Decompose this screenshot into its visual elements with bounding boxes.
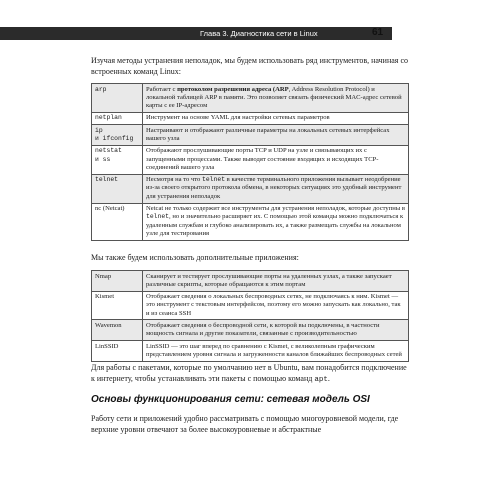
table-row bbox=[92, 203, 409, 240]
app-name-cell: Nmap bbox=[92, 271, 143, 292]
install-note-paragraph: Для работы с пакетами, которые по умолчанию нет в Ubuntu, вам понадобится подключение к интернету, чтобы устанавливать эти пакеты с помощью команд apt. bbox=[91, 363, 407, 384]
command-cell: ip и ifconfig bbox=[92, 125, 143, 146]
section-heading: Основы функционирования сети: сетевая модель OSI bbox=[91, 394, 370, 405]
description-cell: Работает с протоколом разрешения адреса (ARP, Address Resolution Protocol) и локальной таблицей ARP в памяти. Это позволяет связать физический MAC-адрес сетевой карты с ее IP-адресом bbox=[143, 84, 409, 113]
table-row bbox=[92, 174, 409, 203]
body-paragraph: Работу сети и приложений удобно рассматривать с помощью многоуровневой модели, где верхние уровни отвечают за более высокоуровневые и абстрактные bbox=[91, 414, 399, 434]
description-cell: LinSSID — это шаг вперед по сравнению с Kismet, с великолепным графическим представлением уровня сигнала и загруженности каналов ближайших беспроводных сетей bbox=[143, 341, 409, 362]
running-header-bar bbox=[0, 27, 392, 40]
description-cell: Netcat не только содержит все инструменты для устранения неполадок, которые доступны в telnet, но и значительно расширяет их. С помощью этой команды можно подключаться к удаленным службам и глубоко анализировать их, а также размещать службы на локальном узле для тестирования bbox=[143, 203, 409, 240]
table-row bbox=[92, 125, 409, 146]
description-cell: Отображает сведения о локальных беспроводных сетях, не подключаясь к ним. Kismet — это инструмент с текстовым интерфейсом, поэтому его можно запускать как локально, так и из сеанса SSH bbox=[143, 291, 409, 320]
command-cell: arp bbox=[92, 84, 143, 113]
command-cell: nc (Netcat) bbox=[92, 203, 143, 240]
table-row bbox=[92, 145, 409, 174]
command-cell: netstat и ss bbox=[92, 145, 143, 174]
description-cell: Настраивают и отображают различные параметры на локальных сетевых интерфейсах вашего узла bbox=[143, 125, 409, 146]
additional-apps-table bbox=[91, 270, 409, 362]
table-row bbox=[92, 341, 409, 362]
table-row bbox=[92, 291, 409, 320]
table-row bbox=[92, 112, 409, 124]
app-name-cell: LinSSID bbox=[92, 341, 143, 362]
app-name-cell: Kismet bbox=[92, 291, 143, 320]
description-cell: Несмотря на то что telnet в качестве терминального приложения вызывает неодобрение из-за своего открытого протокола обмена, в некоторых ситуациях это удобный инструмент для устранения неполадок bbox=[143, 174, 409, 203]
description-cell: Сканирует и тестирует прослушивающие порты на удаленных узлах, а также запускает различные скрипты, которые обращаются к этим портам bbox=[143, 271, 409, 292]
description-cell: Отображает сведения о беспроводной сети, к которой вы подключены, в частности мощность сигнала и другие показатели, связанные с производительностью bbox=[143, 320, 409, 341]
chapter-title: Глава 3. Диагностика сети в Linux bbox=[200, 29, 318, 38]
command-cell: netplan bbox=[92, 112, 143, 124]
command-cell: telnet bbox=[92, 174, 143, 203]
page-number: 61 bbox=[372, 27, 384, 38]
app-name-cell: Wavemon bbox=[92, 320, 143, 341]
table-row bbox=[92, 271, 409, 292]
description-cell: Отображают прослушивающие порты TCP и UDP на узле и связывающих их с запущенными процессами. Также выводят состояние входящих и исходящих TCP-соединений вашего узла bbox=[143, 145, 409, 174]
linux-commands-table bbox=[91, 83, 409, 241]
table-row bbox=[92, 320, 409, 341]
table-row bbox=[92, 84, 409, 113]
intro-paragraph: Изучая методы устранения неполадок, мы будем использовать ряд инструментов, начиная со встроенных команд Linux: bbox=[91, 56, 409, 76]
apps-intro-paragraph: Мы также будем использовать дополнительные приложения: bbox=[91, 253, 299, 262]
description-cell: Инструмент на основе YAML для настройки сетевых параметров bbox=[143, 112, 409, 124]
